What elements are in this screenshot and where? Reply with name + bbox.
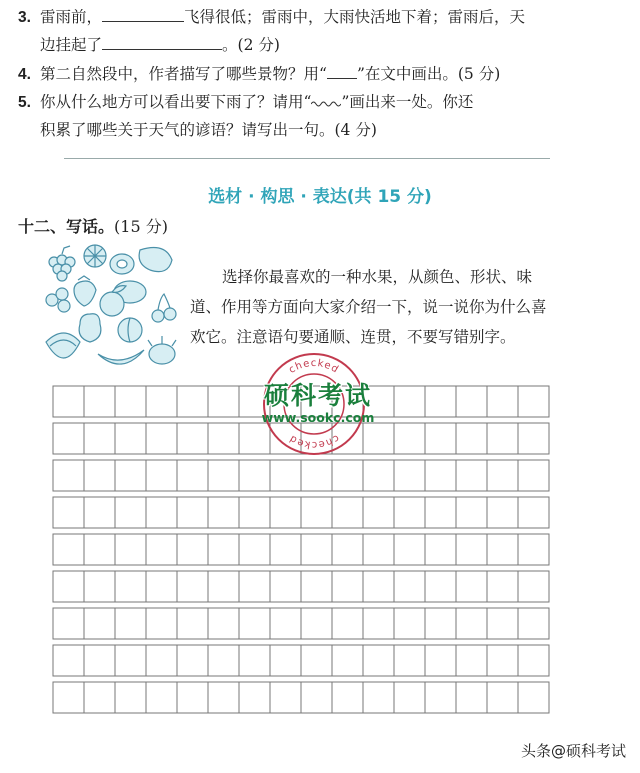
question-12-heading: 十二、写话。(15 分): [18, 217, 168, 236]
question-4: 4. 第二自然段中，作者描写了哪些景物？用“ ”在文中画出。(5 分): [18, 60, 500, 89]
question-3: 3. 雷雨前， 飞得很低；雷雨中，大雨快活地下着；雷雨后，天: [18, 3, 525, 32]
question-number: 3.: [18, 9, 31, 26]
svg-text:checked: [287, 358, 341, 376]
svg-text:checked: [287, 432, 341, 450]
section-divider: [64, 158, 550, 159]
answer-blank[interactable]: [102, 33, 222, 50]
answer-blank[interactable]: [102, 5, 184, 22]
question-5-line2: 积累了哪些关于天气的谚语？请写出一句。(4 分): [40, 121, 377, 139]
section-title: 选材 · 构思 · 表达(共 15 分): [208, 187, 432, 207]
wavy-line-icon: [311, 98, 341, 108]
fruit-illustration-icon: [40, 242, 180, 377]
stamp-text-bottom: checked: [287, 432, 341, 451]
question-5: 5. 你从什么地方可以看出要下雨了？请用“ ”画出来一处。你还: [18, 88, 473, 117]
question-number: 5.: [18, 94, 31, 111]
question-3-line2: 边挂起了 。(2 分): [40, 31, 280, 59]
logo-url: www.sookc.com: [261, 410, 375, 425]
stamp-text-top: checked: [287, 357, 341, 376]
question-number: 4.: [18, 66, 31, 83]
underline-mark: [327, 62, 357, 79]
sookc-logo: [248, 376, 388, 425]
logo-name: 硕科考试: [263, 381, 372, 410]
toutiao-watermark: 头条@硕科考试: [520, 742, 626, 760]
writing-prompt: 选择你最喜欢的一种水果，从颜色、形状、味道、作用等方面向大家介绍一下，说一说你为什么喜欢它。注意语句要通顺、连贯，不要写错别字。: [190, 268, 547, 346]
